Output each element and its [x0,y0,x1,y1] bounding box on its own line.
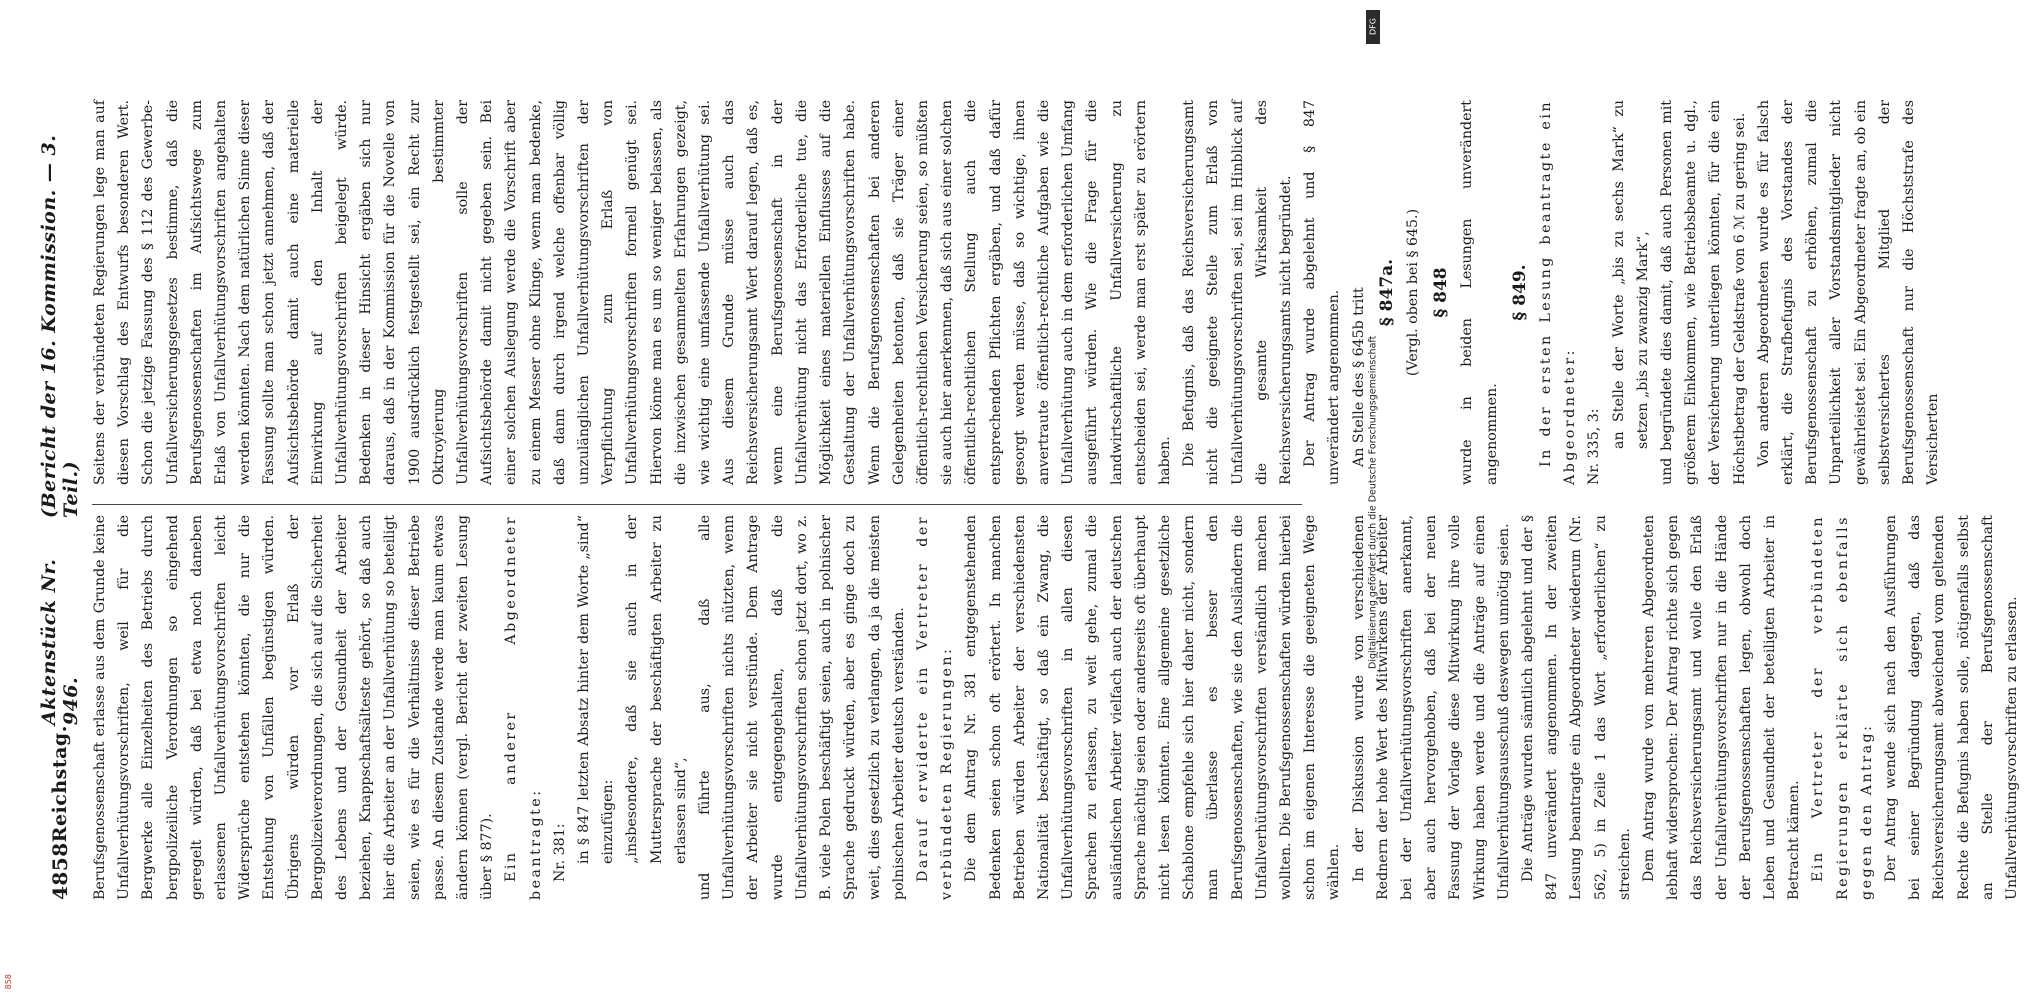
right-column [88,100,1942,485]
paragraph: Von anderen Abgeordneten wurde es für falsch erklärt, die Strafbefugnis des Vorstandes der Berufsgenossenschaft zu erhöhen, zumal die Unparteilichkeit aller Vorstandsmitglieder nicht gewährleistet sei. Ein Abgeordneter fragte an, ob ein selbstversichertes Mitglied der Berufsgenossenschaft nur die Höchststrafe des Versicherten [1755,100,1942,485]
page-header [40,100,80,900]
paragraph: Die Anträge wurden sämtlich abgelehnt und der § 847 unverändert angenommen. In der zweiten Lesung beantragte ein Abgeordneter wiederum (Nr. 562, 5) in Zeile 1 das Wort „erforderlichen“ zu streichen. [1519,515,1633,900]
paragraph: Nr. 335, 3: [1586,408,1603,485]
paragraph: in § 847 letzten Absatz hinter dem Worte „sind“ einzufügen: [576,515,617,864]
header-center-title: Aktenstück Nr. 946. [38,558,82,726]
paragraph: (Vergl. oben bei § 645.) [1404,208,1421,377]
dfg-logo: DFG [1366,10,1380,44]
section-heading: § 847a. [1376,258,1397,327]
left-column [88,515,2021,900]
paragraph: wurde in beiden Lesungen unverändert angenommen. [1459,100,1500,485]
paragraph: Nr. 381: [551,823,568,882]
header-left-title: Reichstag. [49,725,71,843]
paragraph: Der Antrag wurde abgelehnt und § 847 unverändert angenommen. [1302,100,1343,485]
digitization-note: Digitalisierung gefördert durch die Deutsche Forschungsgemeinschaft [1367,335,1379,670]
paragraph: An Stelle des § 645b tritt [1350,287,1367,467]
header-right-title: (Bericht der 16. Kommission. — 3. Teil.) [38,134,82,518]
paragraph: Ein Vertreter der verbündeten Regierungen erklärte sich ebenfalls gegen den Antrag: [1810,515,1875,900]
paragraph: an Stelle der Worte „bis zu sechs Mark“ zu setzen „bis zu zwanzig Mark“, [1610,100,1651,449]
corner-page-tag: 858 [4,974,13,990]
quote: „insbesondere, daß sie auch in der Muttersprache der beschäftigten Arbeiter zu erlassen sind“, [624,515,689,864]
paragraph: In der Diskussion wurde von verschiedenen Rednern der hohe Wert des Mitwirkens der Arbeiter bei der Unfallverhütungsvorschriften anerkannt, aber auch hervorgehoben, daß bei der neuen Fassung der Vorlage diese Mitwirkung ihre volle Wirkung haben werde und die Anträge auf einen Unfallverhütungsausschuß deswegen unnötig seien. [1350,515,1512,900]
paragraph: Dem Antrag wurde von mehreren Abgeordneten lebhaft widersprochen: Der Antrag richte sich gegen das Reichsversicherungsamt und wolle den Erlaß der Unfallverhütungsvorschriften nur in die Hände der Berufsgenossenschaften legen, obwohl doch Leben und Gesundheit der beteiligten Arbeiter in Betracht kämen. [1641,515,1803,900]
page-number: 4858 [48,842,72,900]
paragraph: Der Antrag wende sich nach den Ausführungen bei seiner Begründung dagegen, daß das Reichsversicherungsamt abweichend vom geltenden Rechte die Befugnis haben solle, nötigenfalls selbst an Stelle der Berufsgenossenschaft Unfallverhütungsvorschriften zu erlassen. [1883,515,2021,900]
paragraph: Berufsgenossenschaft erlasse aus dem Grunde keine Unfallverhütungsvorschriften, weil für die Bergwerke alle Einzelheiten des Betriebs durch bergpolizeiliche Verordnungen so eingehend geregelt würden, daß bei etwa noch daneben erlassenen Unfallverhütungsvorschriften leicht Widersprüche entstehen könnten, die nur die Entstehung von Unfällen begünstigen würden. Übrigens würden vor Erlaß der Bergpolizeiverordnungen, die sich auf die Sicherheit des Lebens und der Gesundheit der Arbeiter beziehen, Knappschaftsälteste gehört, so daß auch hier die Arbeiter an der Unfallverhütung so beteiligt seien, wie es für die Verhältnisse dieser Betriebe passe. An diesem Zustande werde man kaum etwas ändern können (vergl. Bericht der zweiten Lesung über § 877). [92,515,496,900]
paragraph: Ein anderer Abgeordneter beantragte: [503,515,544,900]
paragraph: Die Befugnis, daß das Reichsversicherungsamt nicht die geeignete Stelle zum Erlaß von Unfallverhütungsvorschriften sei, sei im Hinblick auf die gesamte Wirksamkeit des Reichsversicherungsamts nicht begründet. [1181,100,1294,485]
section-heading: § 849. [1509,264,1530,321]
paragraph: Darauf erwiderte ein Vertreter der verbündeten Regierungen: [914,515,956,900]
paragraph: und begründete dies damit, daß auch Personen mit größerem Einkommen, wie Betriebsbeamte u. dgl., der Versicherung unterliegen könnten, für die ein Höchstbetrag der Geldstrafe von 6 ℳ zu gering sei. [1659,100,1748,485]
section-heading: § 848 [1431,267,1452,318]
paragraph: Seitens der verbündeten Regierungen lege man auf diesen Vorschlag des Entwurfs besonderen Wert. Schon die jetzige Fassung des § 112 des Gewerbe-Unfallversicherungsgesetzes bestimme, daß die Berufsgenossenschaften im Aufsichtswege zum Erlaß von Unfallverhütungsvorschriften angehalten werden könnten. Nach dem natürlichen Sinne dieser Fassung sollte man schon jetzt annehmen, daß der Aufsichtsbehörde damit auch eine materielle Einwirkung auf den Inhalt der Unfallverhütungsvorschriften beigelegt würde. Bedenken in dieser Hinsicht ergäben sich nur daraus, daß in der Kommission für die Novelle von 1900 ausdrücklich festgestellt sei, ein Recht zur Oktroyierung bestimmter Unfallverhütungsvorschriften solle der Aufsichtsbehörde damit nicht gegeben sein. Bei einer solchen Auslegung werde die Vorschrift aber zu einem Messer ohne Klinge, wenn man bedenke, daß dann durch irgend welche offenbar völlig unzulänglichen Unfallverhütungsvorschriften der Verpflichtung zum Erlaß von Unfallverhütungsvorschriften formell genügt sei. Hiervon könne man es um so weniger belassen, als die inzwischen gesammelten Erfahrungen gezeigt, wie wichtig eine umfassende Unfallverhütung sei. Aus diesem Grunde müsse auch das Reichsversicherungsamt Wert darauf legen, daß es, wenn eine Berufsgenossenschaft in der Unfallverhütung nicht das Erforderliche tue, die Möglichkeit eines materiellen Einflusses auf die Gestaltung der Unfallverhütungsvorschriften habe. Wenn die Berufsgenossenschaften bei anderen Gelegenheiten betonten, daß sie Träger einer öffentlich-rechtlichen Versicherung seien, so müßten sie auch hier anerkennen, daß sich aus einer solchen öffentlich-rechtlichen Stellung auch die entsprechenden Pflichten ergäben, und daß dafür gesorgt werden müsse, daß so wichtige, ihnen anvertraute öffentlich-rechtliche Aufgaben wie die Unfallverhütung auch in dem erforderlichen Umfang ausgeführt würden. Wie die Frage für die landwirtschaftliche Unfallversicherung zu entscheiden sei, werde man erst später zu erörtern haben. [92,100,1173,485]
column-divider [92,504,1302,505]
paragraph: und führte aus, daß alle Unfallverhütungsvorschriften nichts nützten, wenn der Arbeiter sie nicht verstünde. Dem Antrage wurde entgegengehalten, daß die Unfallverhütungsvorschriften schon jetzt dort, wo z. B. viele Polen beschäftigt seien, auch in polnischer Sprache gedruckt würden, aber es ginge doch zu weit, dies gesetzlich zu verlangen, da ja die meisten polnischen Arbeiter deutsch verständen. [697,515,907,900]
paragraph: In der ersten Lesung beantragte ein Abgeordneter: [1537,100,1579,485]
paragraph: Die dem Antrag Nr. 381 entgegenstehenden Bedenken seien schon oft erörtert. In manchen Betrieben würden Arbeiter der verschiedensten Nationalität beschäftigt, so daß ein Zwang, die Unfallverhütungsvorschriften in allen diesen Sprachen zu erlassen, zu weit gehe, zumal die ausländischen Arbeiter vielfach auch der deutschen Sprache mächtig seien oder anderseits oft überhaupt nicht lesen könnten. Eine allgemeine gesetzliche Schablone empfehle sich hier daher nicht, sondern man überlasse es besser den Berufsgenossenschaften, wie sie den Ausländern die Unfallverhütungsvorschriften verständlich machen wollten. Die Berufsgenossenschaften würden hierbei schon im eigenen Interesse die geeigneten Wege wählen. [963,515,1343,900]
